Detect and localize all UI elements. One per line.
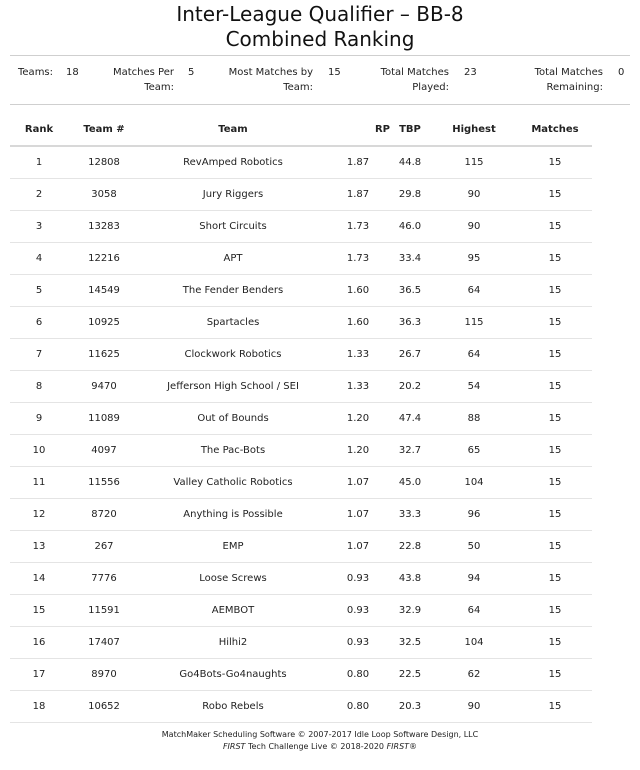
matches-cell: 15 [518,595,592,627]
rank-cell: 6 [10,307,68,339]
team-name-cell: Go4Bots-Go4naughts [140,659,326,691]
team-number-cell: 11591 [68,595,140,627]
team-number-cell: 9470 [68,371,140,403]
tbp-cell: 33.3 [390,499,430,531]
rank-cell: 9 [10,403,68,435]
team-number-cell: 13283 [68,211,140,243]
table-row [10,146,592,179]
rp-cell: 1.73 [326,211,390,243]
team-name-cell: Jefferson High School / SEI [140,371,326,403]
team-name-cell: The Fender Benders [140,275,326,307]
matches-per-team-label-line1: Matches Per [113,67,174,78]
highest-cell: 50 [430,531,518,563]
rank-cell: 12 [10,499,68,531]
table-row [10,595,592,627]
tbp-cell: 32.9 [390,595,430,627]
rank-cell: 1 [10,146,68,179]
footer-copyright: MatchMaker Scheduling Software © 2007-2017 Idle Loop Software Design, LLC [161,730,479,739]
col-header-rank: Rank [10,113,68,146]
rp-cell: 1.60 [326,307,390,339]
rp-cell: 1.07 [326,531,390,563]
rp-cell: 1.60 [326,275,390,307]
rank-cell: 8 [10,371,68,403]
title-line-ranking: Combined Ranking [225,27,415,51]
team-number-cell: 17407 [68,627,140,659]
highest-cell: 62 [430,659,518,691]
team-name-cell: Out of Bounds [140,403,326,435]
rank-cell: 3 [10,211,68,243]
rp-cell: 1.20 [326,403,390,435]
tbp-cell: 36.3 [390,307,430,339]
table-row [10,659,592,691]
matches-cell: 15 [518,467,592,499]
team-name-cell: Clockwork Robotics [140,339,326,371]
teams-label: Teams: [18,67,54,78]
table-row [10,467,592,499]
team-name-cell: Robo Rebels [140,691,326,723]
team-number-cell: 11556 [68,467,140,499]
highest-cell: 65 [430,435,518,467]
tbp-cell: 22.5 [390,659,430,691]
highest-cell: 90 [430,691,518,723]
highest-cell: 115 [430,307,518,339]
team-name-cell: The Pac-Bots [140,435,326,467]
team-number-cell: 14549 [68,275,140,307]
table-row [10,307,592,339]
rp-cell: 0.93 [326,563,390,595]
table-row [10,243,592,275]
rp-cell: 1.33 [326,339,390,371]
matches-cell: 15 [518,179,592,211]
table-row [10,563,592,595]
most-matches-label-line2: Team: [283,82,313,93]
footer-ftc-text: Tech Challenge Live © 2018-2020 [245,742,387,751]
table-header-row [10,113,592,146]
table-row [10,531,592,563]
team-number-cell: 11089 [68,403,140,435]
rp-cell: 0.93 [326,595,390,627]
team-name-cell: RevAmped Robotics [140,146,326,179]
matches-cell: 15 [518,371,592,403]
rp-cell: 1.07 [326,499,390,531]
team-name-cell: Hilhi2 [140,627,326,659]
tbp-cell: 47.4 [390,403,430,435]
team-number-cell: 12216 [68,243,140,275]
team-number-cell: 267 [68,531,140,563]
matches-per-team-label-line2: Team: [144,82,174,93]
team-number-cell: 8720 [68,499,140,531]
rank-cell: 7 [10,339,68,371]
highest-cell: 94 [430,563,518,595]
footer-first-2: FIRST [386,742,410,751]
matches-per-team-label [108,65,174,95]
table-row [10,339,592,371]
table-row [10,371,592,403]
tbp-cell: 45.0 [390,467,430,499]
team-name-cell: Loose Screws [140,563,326,595]
table-row [10,179,592,211]
highest-cell: 64 [430,339,518,371]
team-name-cell: Short Circuits [140,211,326,243]
col-header-rp: RP [326,113,390,146]
matches-cell: 15 [518,499,592,531]
total-remaining-label-line1: Total Matches [534,67,603,78]
tbp-cell: 33.4 [390,243,430,275]
team-number-cell: 11625 [68,339,140,371]
tbp-cell: 20.3 [390,691,430,723]
total-remaining-label [526,65,603,95]
total-played-label-line2: Played: [412,82,449,93]
matches-cell: 15 [518,243,592,275]
team-name-cell: AEMBOT [140,595,326,627]
rank-cell: 15 [10,595,68,627]
table-row [10,403,592,435]
table-row [10,435,592,467]
table-row [10,211,592,243]
footer-registered: ® [409,742,418,751]
most-matches-label [224,65,313,95]
total-played-label [372,65,449,95]
col-header-matches: Matches [518,113,592,146]
team-name-cell: Spartacles [140,307,326,339]
table-row [10,275,592,307]
matches-per-team-value: 5 [188,67,195,78]
matches-cell: 15 [518,307,592,339]
team-number-cell: 7776 [68,563,140,595]
rank-cell: 17 [10,659,68,691]
total-played-label-line1: Total Matches [380,67,449,78]
highest-cell: 90 [430,179,518,211]
highest-cell: 104 [430,467,518,499]
team-number-cell: 4097 [68,435,140,467]
highest-cell: 54 [430,371,518,403]
rp-cell: 0.93 [326,627,390,659]
team-number-cell: 3058 [68,179,140,211]
stats-bar [0,63,640,103]
total-played-value: 23 [464,67,477,78]
highest-cell: 95 [430,243,518,275]
rp-cell: 1.33 [326,371,390,403]
table-row [10,499,592,531]
rank-cell: 13 [10,531,68,563]
divider-mid [10,104,630,105]
rp-cell: 1.20 [326,435,390,467]
matches-cell: 15 [518,339,592,371]
team-name-cell: EMP [140,531,326,563]
matches-cell: 15 [518,627,592,659]
matches-cell: 15 [518,563,592,595]
col-header-highest: Highest [430,113,518,146]
tbp-cell: 22.8 [390,531,430,563]
rp-cell: 1.87 [326,146,390,179]
rp-cell: 1.73 [326,243,390,275]
highest-cell: 88 [430,403,518,435]
team-number-cell: 8970 [68,659,140,691]
rank-cell: 11 [10,467,68,499]
tbp-cell: 26.7 [390,339,430,371]
rank-cell: 4 [10,243,68,275]
rank-cell: 18 [10,691,68,723]
tbp-cell: 46.0 [390,211,430,243]
team-number-cell: 12808 [68,146,140,179]
highest-cell: 64 [430,275,518,307]
rank-cell: 16 [10,627,68,659]
rankings-body [10,146,592,723]
highest-cell: 90 [430,211,518,243]
table-row [10,627,592,659]
most-matches-label-line1: Most Matches by [228,67,313,78]
matches-cell: 15 [518,691,592,723]
highest-cell: 104 [430,627,518,659]
footer [0,729,640,753]
team-name-cell: Valley Catholic Robotics [140,467,326,499]
team-number-cell: 10652 [68,691,140,723]
team-name-cell: Jury Riggers [140,179,326,211]
tbp-cell: 32.7 [390,435,430,467]
rank-cell: 10 [10,435,68,467]
highest-cell: 115 [430,146,518,179]
rp-cell: 0.80 [326,659,390,691]
matches-cell: 15 [518,211,592,243]
team-name-cell: Anything is Possible [140,499,326,531]
tbp-cell: 32.5 [390,627,430,659]
rank-cell: 2 [10,179,68,211]
team-name-cell: APT [140,243,326,275]
col-header-team-number: Team # [68,113,140,146]
tbp-cell: 36.5 [390,275,430,307]
most-matches-value: 15 [328,67,341,78]
page-title [0,0,640,52]
col-header-tbp: TBP [390,113,430,146]
tbp-cell: 44.8 [390,146,430,179]
table-row [10,691,592,723]
matches-cell: 15 [518,403,592,435]
matches-cell: 15 [518,531,592,563]
total-remaining-value: 0 [618,67,625,78]
highest-cell: 64 [430,595,518,627]
tbp-cell: 43.8 [390,563,430,595]
title-line-event: Inter-League Qualifier – BB-8 [176,2,464,26]
matches-cell: 15 [518,275,592,307]
matches-cell: 15 [518,146,592,179]
matches-cell: 15 [518,435,592,467]
tbp-cell: 29.8 [390,179,430,211]
rp-cell: 0.80 [326,691,390,723]
rank-cell: 14 [10,563,68,595]
teams-value: 18 [66,67,79,78]
total-remaining-label-line2: Remaining: [546,82,603,93]
tbp-cell: 20.2 [390,371,430,403]
highest-cell: 96 [430,499,518,531]
divider-top [10,55,630,56]
rp-cell: 1.07 [326,467,390,499]
col-header-team: Team [140,113,326,146]
team-number-cell: 10925 [68,307,140,339]
rank-cell: 5 [10,275,68,307]
rankings-table [10,113,592,723]
rp-cell: 1.87 [326,179,390,211]
matches-cell: 15 [518,659,592,691]
footer-first-1: FIRST [222,742,246,751]
footer-ftc-live [0,741,640,753]
